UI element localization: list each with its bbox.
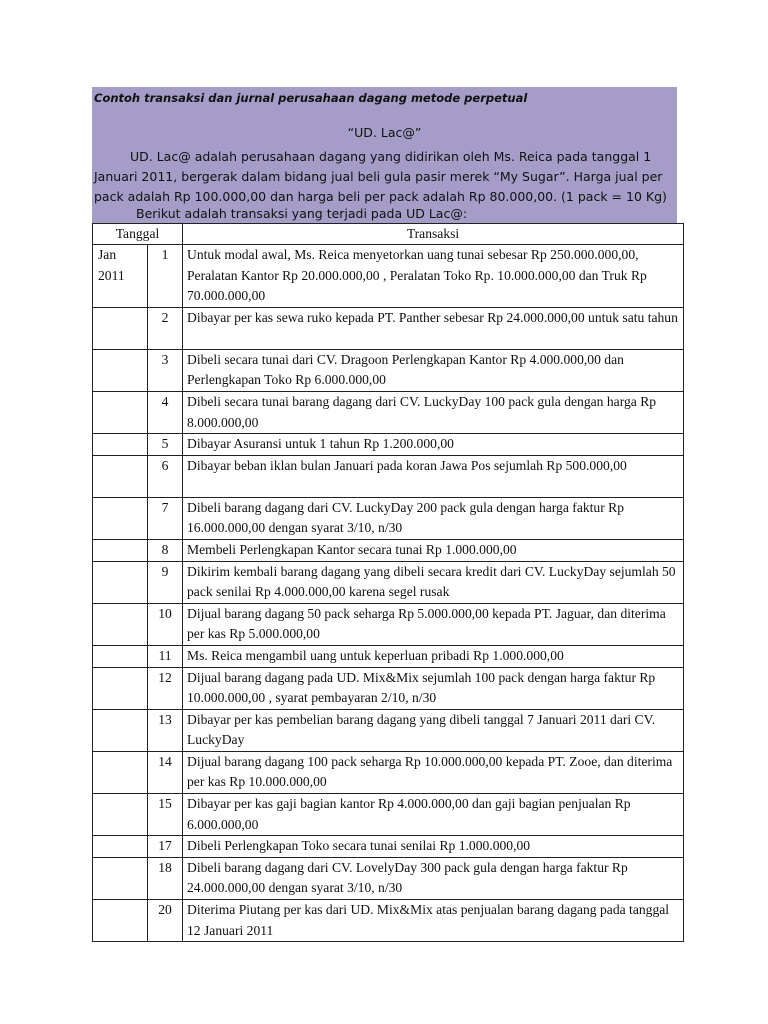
month-cell bbox=[93, 245, 148, 308]
transaction-cell: Dibayar per kas pembelian barang dagang yang dibeli tanggal 7 Januari 2011 dari CV. LuckyDay bbox=[183, 709, 684, 751]
table-row bbox=[93, 349, 684, 391]
month-cell bbox=[93, 900, 148, 942]
month-cell bbox=[93, 539, 148, 561]
table-row bbox=[93, 307, 684, 349]
transaction-cell: Dijual barang dagang 50 pack seharga Rp 5.000.000,00 kepada PT. Jaguar, dan diterima per kas Rp 5.000.000,00 bbox=[183, 603, 684, 645]
transaction-cell: Untuk modal awal, Ms. Reica menyetorkan uang tunai sebesar Rp 250.000.000,00, Peralatan Kantor Rp 20.000.000,00 , Peralatan Toko Rp. 10.000.000,00 dan Truk Rp 70.000.000,00 bbox=[183, 245, 684, 308]
table-row bbox=[93, 539, 684, 561]
day-cell: 10 bbox=[148, 603, 183, 645]
document-title: Contoh transaksi dan jurnal perusahaan dagang metode perpetual bbox=[94, 91, 528, 105]
header-transaksi: Transaksi bbox=[183, 224, 684, 245]
transaction-cell: Dibayar beban iklan bulan Januari pada koran Jawa Pos sejumlah Rp 500.000,00 bbox=[183, 455, 684, 497]
header-tanggal: Tanggal bbox=[93, 224, 183, 245]
transaction-cell: Dikirim kembali barang dagang yang dibeli secara kredit dari CV. LuckyDay sejumlah 50 pack senilai Rp 4.000.000,00 karena segel rusak bbox=[183, 561, 684, 603]
month-cell bbox=[93, 751, 148, 793]
month-cell bbox=[93, 497, 148, 539]
table-row bbox=[93, 561, 684, 603]
transactions-table bbox=[92, 223, 684, 942]
day-cell: 15 bbox=[148, 794, 183, 836]
transaction-cell: Dibeli barang dagang dari CV. LuckyDay 200 pack gula dengan harga faktur Rp 16.000.000,00 dengan syarat 3/10, n/30 bbox=[183, 497, 684, 539]
year-label: 2011 bbox=[98, 267, 125, 283]
month-cell bbox=[93, 645, 148, 667]
table-row bbox=[93, 794, 684, 836]
table-row bbox=[93, 603, 684, 645]
day-cell: 18 bbox=[148, 857, 183, 899]
month-cell bbox=[93, 794, 148, 836]
day-cell: 5 bbox=[148, 434, 183, 456]
day-cell: 4 bbox=[148, 391, 183, 433]
month-cell bbox=[93, 307, 148, 349]
day-cell: 7 bbox=[148, 497, 183, 539]
day-cell: 3 bbox=[148, 349, 183, 391]
day-cell: 12 bbox=[148, 667, 183, 709]
table-row bbox=[93, 434, 684, 456]
company-description-text: UD. Lac@ adalah perusahaan dagang yang didirikan oleh Ms. Reica pada tanggal 1 Januari 2011, bergerak dalam bidang jual beli gula pasir merek “My Sugar”. Harga jual per pack adalah Rp 100.000,00 dan harga beli per pack adalah Rp 80.000,00. (1 pack = 10 Kg) bbox=[94, 149, 667, 204]
day-cell: 20 bbox=[148, 900, 183, 942]
transaction-cell: Dibeli Perlengkapan Toko secara tunai senilai Rp 1.000.000,00 bbox=[183, 836, 684, 858]
transaction-cell: Dijual barang dagang pada UD. Mix&Mix sejumlah 100 pack dengan harga faktur Rp 10.000.000,00 , syarat pembayaran 2/10, n/30 bbox=[183, 667, 684, 709]
table-row bbox=[93, 391, 684, 433]
day-cell: 17 bbox=[148, 836, 183, 858]
transaction-cell: Diterima Piutang per kas dari UD. Mix&Mix atas penjualan barang dagang pada tanggal 12 Januari 2011 bbox=[183, 900, 684, 942]
table-row bbox=[93, 645, 684, 667]
transaction-cell: Dibeli secara tunai dari CV. Dragoon Perlengkapan Kantor Rp 4.000.000,00 dan Perlengkapan Toko Rp 6.000.000,00 bbox=[183, 349, 684, 391]
day-cell: 6 bbox=[148, 455, 183, 497]
table-row bbox=[93, 455, 684, 497]
transactions-intro: Berikut adalah transaksi yang terjadi pada UD Lac@: bbox=[136, 206, 468, 221]
transaction-cell: Ms. Reica mengambil uang untuk keperluan pribadi Rp 1.000.000,00 bbox=[183, 645, 684, 667]
day-cell: 13 bbox=[148, 709, 183, 751]
month-cell bbox=[93, 836, 148, 858]
transaction-cell: Dibayar per kas sewa ruko kepada PT. Panther sebesar Rp 24.000.000,00 untuk satu tahun bbox=[183, 307, 684, 349]
transaction-cell: Dibayar per kas gaji bagian kantor Rp 4.000.000,00 dan gaji bagian penjualan Rp 6.000.000,00 bbox=[183, 794, 684, 836]
transaction-cell: Dibayar Asuransi untuk 1 tahun Rp 1.200.000,00 bbox=[183, 434, 684, 456]
transaction-cell: Dijual barang dagang 100 pack seharga Rp 10.000.000,00 kepada PT. Zooe, dan diterima per kas Rp 10.000.000,00 bbox=[183, 751, 684, 793]
month-cell bbox=[93, 434, 148, 456]
month-cell bbox=[93, 603, 148, 645]
month-cell bbox=[93, 667, 148, 709]
day-cell: 1 bbox=[148, 245, 183, 308]
month-cell bbox=[93, 561, 148, 603]
table-row bbox=[93, 751, 684, 793]
table-row bbox=[93, 709, 684, 751]
day-cell: 9 bbox=[148, 561, 183, 603]
day-cell: 2 bbox=[148, 307, 183, 349]
table-row bbox=[93, 497, 684, 539]
month-cell bbox=[93, 709, 148, 751]
company-description bbox=[94, 147, 674, 207]
month-cell bbox=[93, 391, 148, 433]
transaction-cell: Dibeli barang dagang dari CV. LovelyDay 300 pack gula dengan harga faktur Rp 24.000.000,00 dengan syarat 3/10, n/30 bbox=[183, 857, 684, 899]
table-row bbox=[93, 667, 684, 709]
day-cell: 11 bbox=[148, 645, 183, 667]
table-header-row bbox=[93, 224, 684, 245]
month-cell bbox=[93, 349, 148, 391]
table-row bbox=[93, 836, 684, 858]
transaction-cell: Dibeli secara tunai barang dagang dari CV. LuckyDay 100 pack gula dengan harga Rp 8.000.000,00 bbox=[183, 391, 684, 433]
day-cell: 14 bbox=[148, 751, 183, 793]
table-row bbox=[93, 245, 684, 308]
table-row bbox=[93, 900, 684, 942]
month-cell bbox=[93, 857, 148, 899]
transactions-body bbox=[93, 245, 684, 942]
transaction-cell: Membeli Perlengkapan Kantor secara tunai Rp 1.000.000,00 bbox=[183, 539, 684, 561]
month-label: Jan bbox=[98, 247, 117, 262]
day-cell: 8 bbox=[148, 539, 183, 561]
company-name: “UD. Lac@” bbox=[347, 125, 422, 140]
document-header bbox=[92, 87, 677, 224]
table-row bbox=[93, 857, 684, 899]
month-cell bbox=[93, 455, 148, 497]
